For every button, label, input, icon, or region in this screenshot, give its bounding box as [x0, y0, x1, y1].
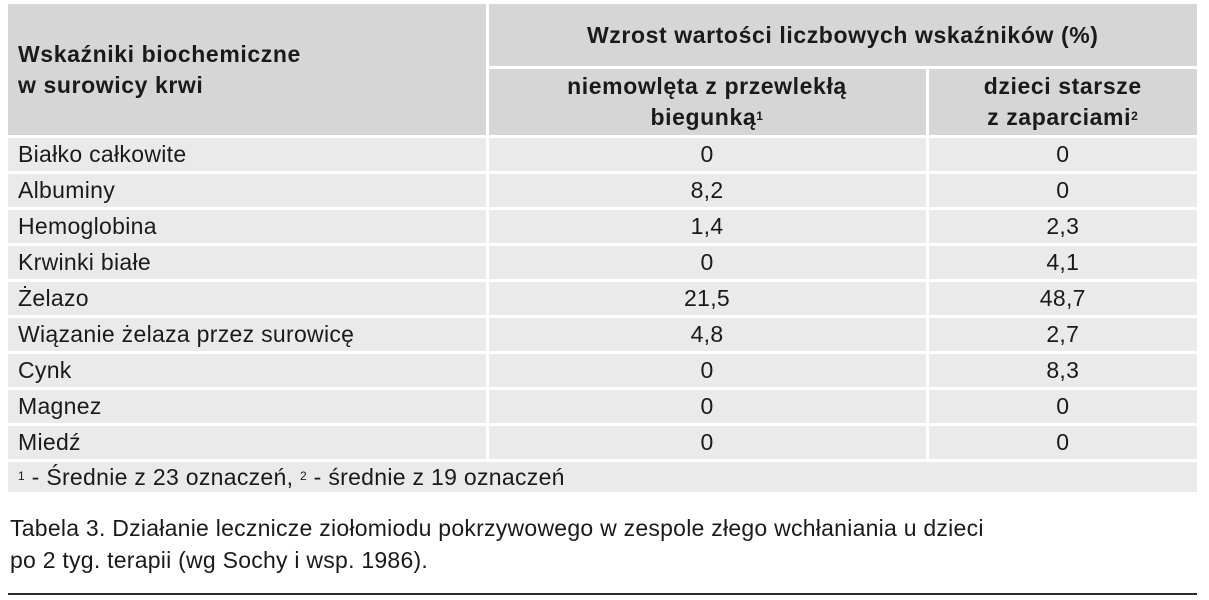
indicator-name: Hemoglobina	[8, 209, 487, 245]
header-row-1	[8, 4, 1197, 68]
value-infants: 4,8	[487, 317, 927, 353]
row-label-line1: Wskaźniki biochemiczne	[18, 40, 301, 67]
footnote-marker-2: 2	[300, 469, 307, 483]
value-infants: 0	[487, 425, 927, 461]
table-caption	[10, 512, 1200, 576]
footnote-marker-1: 1	[18, 469, 25, 483]
value-infants: 8,2	[487, 173, 927, 209]
indicator-name: Albuminy	[8, 173, 487, 209]
table-row	[8, 209, 1197, 245]
table-row	[8, 353, 1197, 389]
table-body	[8, 137, 1197, 493]
data-table-container	[8, 4, 1197, 492]
table-row	[8, 317, 1197, 353]
col2-header-line1: dzieci starsze	[983, 73, 1142, 99]
value-older-children: 8,3	[927, 353, 1197, 389]
table-footnote-row	[8, 461, 1197, 493]
biochemical-indicators-table	[8, 4, 1197, 492]
value-infants: 21,5	[487, 281, 927, 317]
table-row	[8, 281, 1197, 317]
indicator-name: Żelazo	[8, 281, 487, 317]
column-header-infants	[487, 68, 927, 137]
indicator-name: Magnez	[8, 389, 487, 425]
row-label-line2: w surowicy krwi	[18, 71, 204, 98]
value-infants: 0	[487, 389, 927, 425]
column-header-older-children	[927, 68, 1197, 137]
value-older-children: 0	[927, 173, 1197, 209]
footnote-text-2: - średnie z 19 oznaczeń	[306, 464, 565, 490]
table-row	[8, 389, 1197, 425]
table-footnote	[8, 461, 1197, 493]
table-header	[8, 4, 1197, 137]
value-older-children: 4,1	[927, 245, 1197, 281]
value-older-children: 0	[927, 137, 1197, 173]
value-older-children: 0	[927, 425, 1197, 461]
value-older-children: 48,7	[927, 281, 1197, 317]
col1-header-line2: biegunką	[650, 104, 757, 130]
value-older-children: 2,7	[927, 317, 1197, 353]
col2-header-line2: z zaparciami	[987, 104, 1132, 130]
value-infants: 1,4	[487, 209, 927, 245]
indicator-name: Miedź	[8, 425, 487, 461]
indicator-name: Wiązanie żelaza przez surowicę	[8, 317, 487, 353]
indicator-name: Cynk	[8, 353, 487, 389]
table-row	[8, 245, 1197, 281]
table-row	[8, 173, 1197, 209]
col1-footnote-marker: 1	[756, 109, 764, 123]
group-header: Wzrost wartości liczbowych wskaźników (%)	[487, 4, 1197, 68]
indicator-name: Krwinki białe	[8, 245, 487, 281]
table-row	[8, 425, 1197, 461]
value-infants: 0	[487, 137, 927, 173]
col2-footnote-marker: 2	[1131, 109, 1139, 123]
bottom-divider	[8, 593, 1197, 595]
value-older-children: 0	[927, 389, 1197, 425]
value-infants: 0	[487, 245, 927, 281]
value-infants: 0	[487, 353, 927, 389]
footnote-text-1: - Średnie z 23 oznaczeń,	[24, 464, 300, 490]
caption-line2: po 2 tyg. terapii (wg Sochy i wsp. 1986).	[10, 547, 429, 573]
caption-line1: Tabela 3. Działanie lecznicze ziołomiodu pokrzywowego w zespole złego wchłaniania u dzieci	[10, 515, 984, 541]
table-row	[8, 137, 1197, 173]
indicator-name: Białko całkowite	[8, 137, 487, 173]
value-older-children: 2,3	[927, 209, 1197, 245]
col1-header-line1: niemowlęta z przewlekłą	[567, 73, 847, 99]
row-label-header	[8, 4, 487, 137]
